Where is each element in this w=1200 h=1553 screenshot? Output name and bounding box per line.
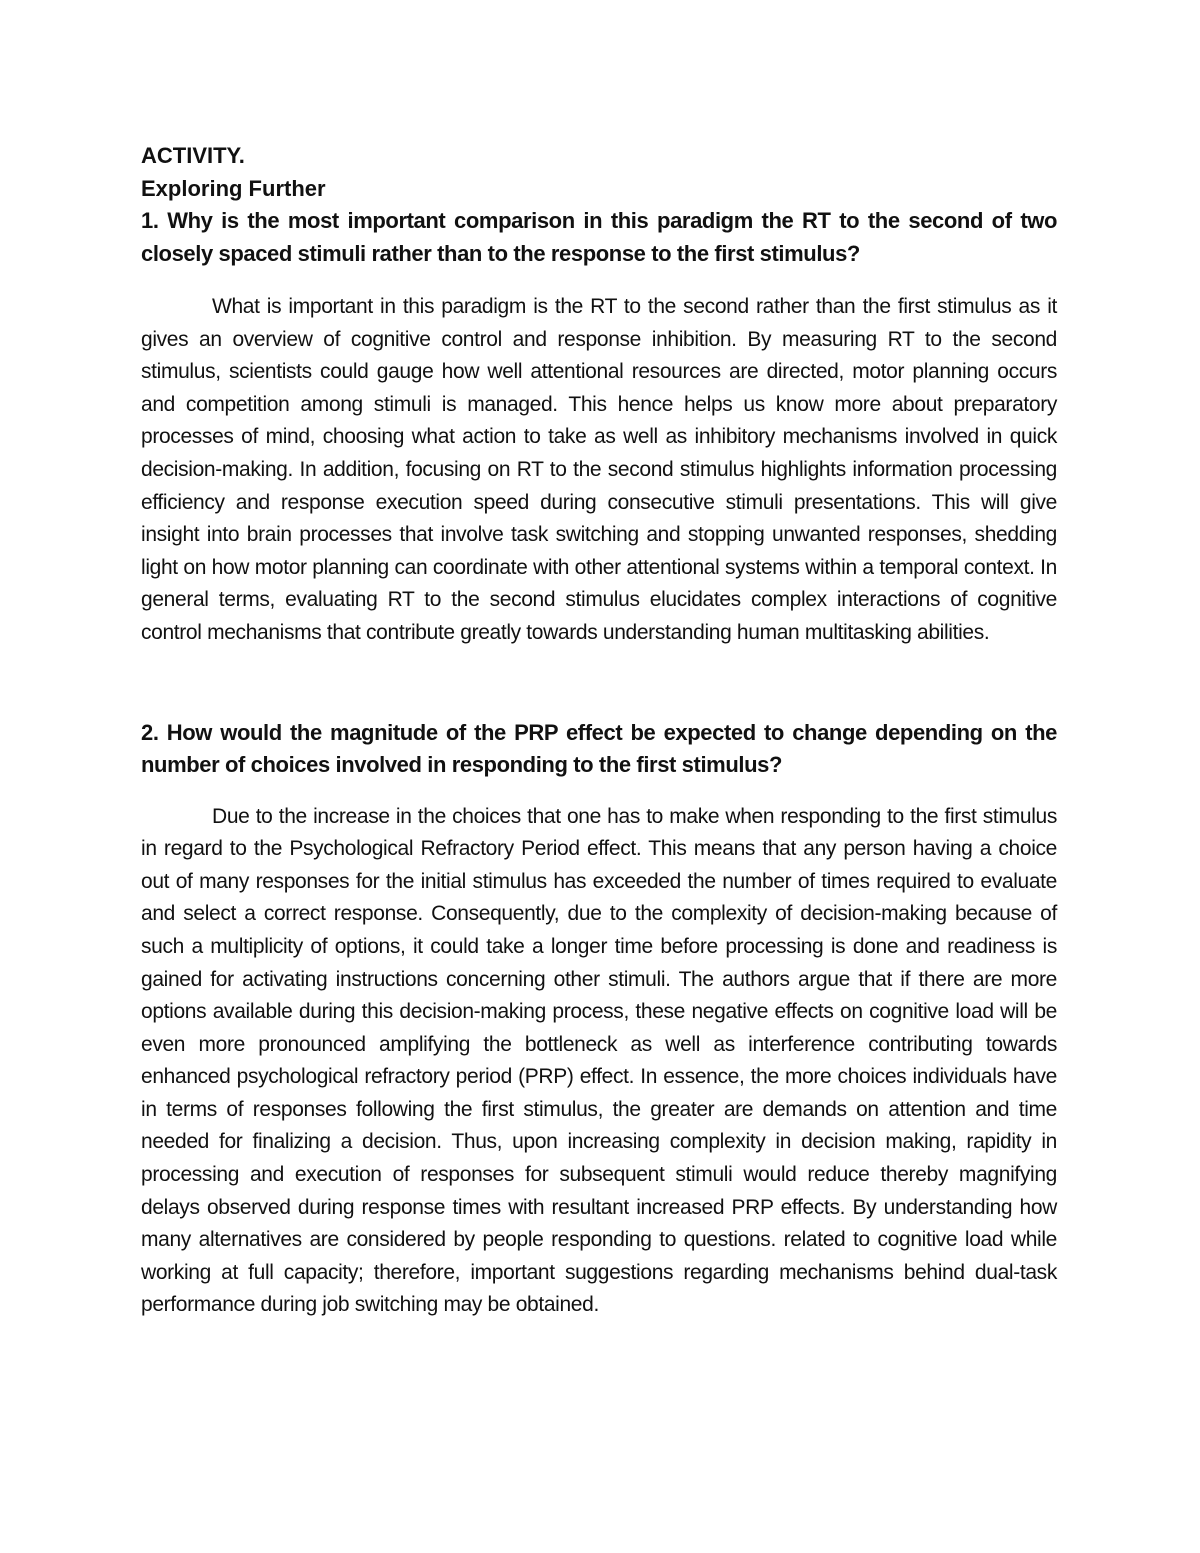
activity-label: ACTIVITY. — [141, 143, 245, 168]
document-page — [141, 140, 1057, 1322]
question-1: 1. Why is the most important comparison in this paradigm the RT to the second of two closely spaced stimuli rather than to the response to the first stimulus? — [141, 208, 1057, 266]
answer-2: Due to the increase in the choices that one has to make when responding to the first stimulus in regard to the Psychological Refractory Period effect. This means that any person having a choice out of many responses for the initial stimulus has exceeded the number of times required to evaluate and select a correct response. Consequently, due to the complexity of decision-making because of such a multiplicity of options, it could take a longer time before processing is done and readiness is gained for activating instructions concerning other stimuli. The authors argue that if there are more options available during this decision-making process, these negative effects on cognitive load will be even more pronounced amplifying the bottleneck as well as interference contributing towards enhanced psychological refractory period (PRP) effect. In essence, the more choices individuals have in terms of responses following the first stimulus, the greater are demands on attention and time needed for finalizing a decision. Thus, upon increasing complexity in decision making, rapidity in processing and execution of responses for subsequent stimuli would reduce thereby magnifying delays observed during response times with resultant increased PRP effects. By understanding how many alternatives are considered by people responding to questions. related to cognitive load while working at full capacity; therefore, important suggestions regarding mechanisms behind dual-task performance during job switching may be obtained. — [141, 804, 1057, 1317]
answer-1: What is important in this paradigm is the RT to the second rather than the first stimulus as it gives an overview of cognitive control and response inhibition. By measuring RT to the second stimulus, scientists could gauge how well attentional resources are directed, motor planning occurs and competition among stimuli is managed. This hence helps us know more about preparatory processes of mind, choosing what action to take as well as inhibitory mechanisms involved in quick decision-making. In addition, focusing on RT to the second stimulus highlights information processing efficiency and response execution speed during consecutive stimuli presentations. This will give insight into brain processes that involve task switching and stopping unwanted responses, shedding light on how motor planning can coordinate with other attentional systems within a temporal context. In general terms, evaluating RT to the second stimulus elucidates complex interactions of cognitive control mechanisms that contribute greatly towards understanding human multitasking abilities. — [141, 295, 1057, 644]
section-title: Exploring Further — [141, 175, 326, 201]
question-2: 2. How would the magnitude of the PRP effect be expected to change depending on the number of choices involved in responding to the first stimulus? — [141, 719, 1057, 778]
